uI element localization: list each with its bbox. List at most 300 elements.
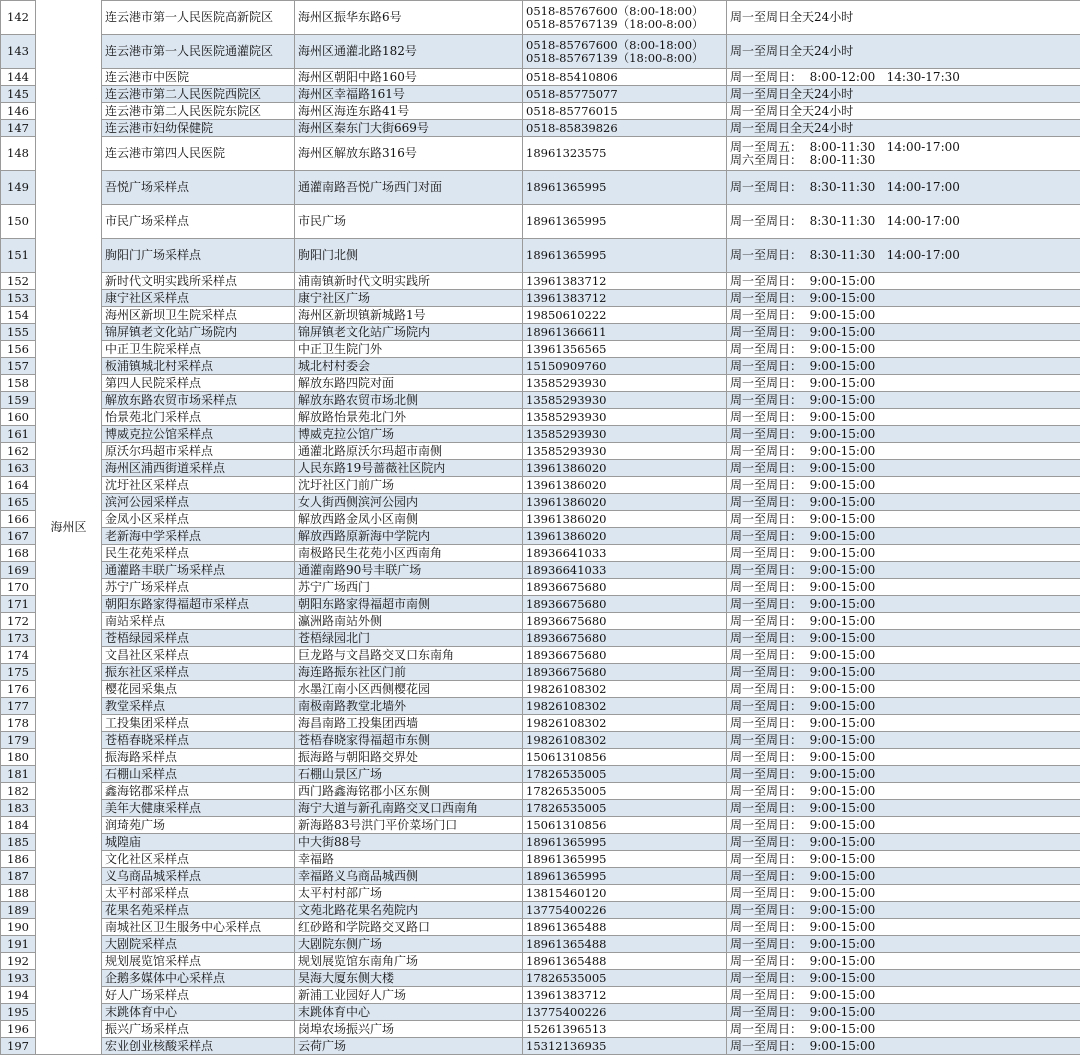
- phone-line: 18936675680: [526, 596, 607, 611]
- table-row: [1, 324, 1080, 341]
- table-row: [1, 613, 1080, 630]
- hours-line: 周一至周日： 9:00-15:00: [730, 579, 876, 594]
- site-hours: [727, 970, 1080, 987]
- phone-line: 17826535005: [526, 783, 607, 798]
- site-phone: [523, 273, 727, 290]
- table-row: [1, 341, 1080, 358]
- site-phone: [523, 375, 727, 392]
- site-address: 人民东路19号蔷薇社区院内: [295, 460, 523, 477]
- site-hours: [727, 630, 1080, 647]
- row-number: 155: [1, 324, 36, 341]
- row-number: 143: [1, 35, 36, 69]
- hours-line: 周一至周日： 9:00-15:00: [730, 562, 876, 577]
- table-row: [1, 86, 1080, 103]
- site-address: 解放路怡景苑北门外: [295, 409, 523, 426]
- phone-line: 18936675680: [526, 630, 607, 645]
- site-phone: [523, 715, 727, 732]
- site-address: 海连路振东社区门前: [295, 664, 523, 681]
- row-number: 185: [1, 834, 36, 851]
- site-hours: [727, 936, 1080, 953]
- phone-line: 18961365488: [526, 953, 607, 968]
- row-number: 156: [1, 341, 36, 358]
- hours-line: 周一至周日： 9:00-15:00: [730, 885, 876, 900]
- phone-line: 0518-85775077: [526, 86, 618, 101]
- site-hours: [727, 800, 1080, 817]
- site-name: 好人广场采样点: [102, 987, 295, 1004]
- hours-line: 周一至周日： 9:00-15:00: [730, 647, 876, 662]
- site-hours: [727, 86, 1080, 103]
- site-address: 新浦工业园好人广场: [295, 987, 523, 1004]
- hours-line: 周一至周日： 9:00-15:00: [730, 443, 876, 458]
- site-name: 锦屏镇老文化站广场院内: [102, 324, 295, 341]
- site-hours: [727, 171, 1080, 205]
- site-address: 南极南路教堂北墙外: [295, 698, 523, 715]
- hours-line: 周一至周日： 9:00-15:00: [730, 613, 876, 628]
- site-phone: [523, 358, 727, 375]
- site-name: 润琦苑广场: [102, 817, 295, 834]
- table-row: [1, 664, 1080, 681]
- site-phone: [523, 613, 727, 630]
- table-row: [1, 290, 1080, 307]
- site-phone: [523, 290, 727, 307]
- site-phone: [523, 800, 727, 817]
- site-name: 通灌路丰联广场采样点: [102, 562, 295, 579]
- table-row: [1, 647, 1080, 664]
- site-phone: [523, 341, 727, 358]
- phone-line: 19826108302: [526, 715, 607, 730]
- table-row: [1, 681, 1080, 698]
- row-number: 182: [1, 783, 36, 800]
- site-address: 岗埠农场振兴广场: [295, 1021, 523, 1038]
- table-row: [1, 987, 1080, 1004]
- phone-line: 17826535005: [526, 800, 607, 815]
- site-phone: [523, 307, 727, 324]
- hours-line: 周一至周日： 9:00-15:00: [730, 953, 876, 968]
- site-address: 锦屏镇老文化站广场院内: [295, 324, 523, 341]
- table-row: [1, 596, 1080, 613]
- site-address: 大剧院东侧广场: [295, 936, 523, 953]
- site-name: 规划展览馆采样点: [102, 953, 295, 970]
- site-hours: [727, 783, 1080, 800]
- hours-line: 周一至周日： 9:00-15:00: [730, 409, 876, 424]
- site-address: 海州区朝阳中路160号: [295, 69, 523, 86]
- site-name: 鑫海铭郡采样点: [102, 783, 295, 800]
- site-phone: [523, 409, 727, 426]
- site-name: 博威克拉公馆采样点: [102, 426, 295, 443]
- phone-line: 13775400226: [526, 902, 607, 917]
- phone-line: 19826108302: [526, 681, 607, 696]
- table-row: [1, 205, 1080, 239]
- table-row: [1, 732, 1080, 749]
- hours-line: 周一至周日： 9:00-15:00: [730, 426, 876, 441]
- hours-line: 周一至周日： 9:00-15:00: [730, 817, 876, 832]
- site-name: 连云港市第一人民医院通灌院区: [102, 35, 295, 69]
- row-number: 192: [1, 953, 36, 970]
- site-address: 昊海大厦东侧大楼: [295, 970, 523, 987]
- table-row: [1, 579, 1080, 596]
- hours-line: 周一至周日： 9:00-15:00: [730, 987, 876, 1002]
- site-hours: [727, 987, 1080, 1004]
- site-name: 市民广场采样点: [102, 205, 295, 239]
- site-address: 城北村村委会: [295, 358, 523, 375]
- site-hours: [727, 817, 1080, 834]
- phone-line: 18961365995: [526, 851, 607, 866]
- phone-line: 18936675680: [526, 647, 607, 662]
- hours-line: 周一至周日： 9:00-15:00: [730, 749, 876, 764]
- table-row: [1, 137, 1080, 171]
- site-address: 振海路与朝阳路交界处: [295, 749, 523, 766]
- phone-line: 18961365488: [526, 919, 607, 934]
- site-name: 老新海中学采样点: [102, 528, 295, 545]
- phone-line: 18936675680: [526, 613, 607, 628]
- hours-line: 周一至周日： 9:00-15:00: [730, 596, 876, 611]
- row-number: 158: [1, 375, 36, 392]
- site-phone: [523, 766, 727, 783]
- phone-line: 18961365488: [526, 936, 607, 951]
- site-name: 义乌商品城采样点: [102, 868, 295, 885]
- site-name: 振兴广场采样点: [102, 1021, 295, 1038]
- row-number: 174: [1, 647, 36, 664]
- site-phone: [523, 324, 727, 341]
- site-address: 幸福路义乌商品城西侧: [295, 868, 523, 885]
- phone-line: 18961365995: [526, 180, 607, 194]
- site-hours: [727, 375, 1080, 392]
- phone-line: 18961365995: [526, 868, 607, 883]
- site-address: 中大街88号: [295, 834, 523, 851]
- hours-line: 周一至周日： 9:00-15:00: [730, 273, 876, 288]
- site-phone: [523, 1004, 727, 1021]
- table-row: [1, 851, 1080, 868]
- hours-line: 周一至周日： 9:00-15:00: [730, 681, 876, 696]
- site-address: 末跳体育中心: [295, 1004, 523, 1021]
- phone-line: 18936641033: [526, 562, 607, 577]
- site-phone: [523, 596, 727, 613]
- table-row: [1, 392, 1080, 409]
- table-row: [1, 69, 1080, 86]
- table-row: [1, 800, 1080, 817]
- phone-line: 18936675680: [526, 664, 607, 679]
- row-number: 146: [1, 103, 36, 120]
- site-hours: [727, 205, 1080, 239]
- hours-line: 周一至周日： 9:00-15:00: [730, 630, 876, 645]
- table-row: [1, 307, 1080, 324]
- site-name: 南城社区卫生服务中心采样点: [102, 919, 295, 936]
- table-row: [1, 817, 1080, 834]
- site-name: 苏宁广场采样点: [102, 579, 295, 596]
- site-phone: [523, 120, 727, 137]
- site-name: 工投集团采样点: [102, 715, 295, 732]
- site-hours: [727, 1004, 1080, 1021]
- row-number: 188: [1, 885, 36, 902]
- site-name: 连云港市第四人民医院: [102, 137, 295, 171]
- site-name: 末跳体育中心: [102, 1004, 295, 1021]
- site-name: 朝阳东路家得福超市采样点: [102, 596, 295, 613]
- site-hours: [727, 851, 1080, 868]
- table-row: [1, 1, 1080, 35]
- site-address: 苍梧绿园北门: [295, 630, 523, 647]
- row-number: 179: [1, 732, 36, 749]
- site-phone: [523, 426, 727, 443]
- phone-line: 0518-85776015: [526, 103, 618, 118]
- site-phone: [523, 902, 727, 919]
- site-address: 苍梧春晓家得福超市东侧: [295, 732, 523, 749]
- table-body: [1, 1, 1080, 1055]
- phone-line: 0518-85410806: [526, 69, 618, 84]
- site-address: 朝阳东路家得福超市南侧: [295, 596, 523, 613]
- row-number: 178: [1, 715, 36, 732]
- site-name: 振海路采样点: [102, 749, 295, 766]
- site-address: 解放东路农贸市场北侧: [295, 392, 523, 409]
- phone-line: 19826108302: [526, 698, 607, 713]
- phone-line: 15261396513: [526, 1021, 607, 1036]
- table-row: [1, 1004, 1080, 1021]
- site-address: 浦南镇新时代文明实践所: [295, 273, 523, 290]
- site-name: 连云港市第二人民医院西院区: [102, 86, 295, 103]
- row-number: 168: [1, 545, 36, 562]
- row-number: 171: [1, 596, 36, 613]
- row-number: 150: [1, 205, 36, 239]
- site-name: 怡景苑北门采样点: [102, 409, 295, 426]
- site-name: 连云港市妇幼保健院: [102, 120, 295, 137]
- phone-line: 0518-85767139（18:00-8:00）: [526, 16, 704, 31]
- site-hours: [727, 749, 1080, 766]
- table-row: [1, 511, 1080, 528]
- hours-line: 周一至周日： 9:00-15:00: [730, 851, 876, 866]
- row-number: 162: [1, 443, 36, 460]
- site-hours: [727, 681, 1080, 698]
- site-address: 解放西路金凤小区南侧: [295, 511, 523, 528]
- row-number: 196: [1, 1021, 36, 1038]
- hours-line: 周一至周日： 9:00-15:00: [730, 919, 876, 934]
- site-name: 板浦镇城北村采样点: [102, 358, 295, 375]
- table-row: [1, 273, 1080, 290]
- phone-line: 15061310856: [526, 817, 607, 832]
- phone-line: 19826108302: [526, 732, 607, 747]
- phone-line: 18936641033: [526, 545, 607, 560]
- site-name: 宏业创业核酸采样点: [102, 1038, 295, 1055]
- row-number: 183: [1, 800, 36, 817]
- site-address: 通灌北路原沃尔玛超市南侧: [295, 443, 523, 460]
- site-hours: [727, 1038, 1080, 1055]
- site-address: 解放东路四院对面: [295, 375, 523, 392]
- site-address: 康宁社区广场: [295, 290, 523, 307]
- site-hours: [727, 596, 1080, 613]
- row-number: 173: [1, 630, 36, 647]
- phone-line: 19850610222: [526, 307, 607, 322]
- table-row: [1, 460, 1080, 477]
- table-row: [1, 443, 1080, 460]
- hours-line: 周一至周日： 9:00-15:00: [730, 307, 876, 322]
- site-phone: [523, 443, 727, 460]
- site-phone: [523, 545, 727, 562]
- site-name: 连云港市第一人民医院高新院区: [102, 1, 295, 35]
- table-row: [1, 783, 1080, 800]
- phone-line: 18961365995: [526, 214, 607, 228]
- site-address: 红砂路和学院路交叉路口: [295, 919, 523, 936]
- hours-line: 周一至周日： 9:00-15:00: [730, 800, 876, 815]
- phone-line: 13585293930: [526, 426, 607, 441]
- table-row: [1, 358, 1080, 375]
- site-phone: [523, 494, 727, 511]
- hours-line: 周一至周日： 9:00-15:00: [730, 1038, 876, 1053]
- site-hours: [727, 953, 1080, 970]
- hours-line: 周一至周日： 9:00-15:00: [730, 715, 876, 730]
- site-hours: [727, 545, 1080, 562]
- site-address: 女人街西侧滨河公园内: [295, 494, 523, 511]
- phone-line: 13961386020: [526, 460, 607, 475]
- table-row: [1, 834, 1080, 851]
- hours-line: 周一至周日： 8:00-12:00 14:30-17:30: [730, 69, 960, 84]
- site-hours: [727, 120, 1080, 137]
- hours-line: 周一至周日： 9:00-15:00: [730, 1004, 876, 1019]
- table-row: [1, 715, 1080, 732]
- site-phone: [523, 69, 727, 86]
- row-number: 149: [1, 171, 36, 205]
- site-phone: [523, 477, 727, 494]
- table-row: [1, 375, 1080, 392]
- phone-line: 13961383712: [526, 290, 607, 305]
- site-phone: [523, 171, 727, 205]
- site-hours: [727, 698, 1080, 715]
- site-hours: [727, 732, 1080, 749]
- site-address: 博威克拉公馆广场: [295, 426, 523, 443]
- phone-line: 13961383712: [526, 987, 607, 1002]
- site-hours: [727, 715, 1080, 732]
- site-hours: [727, 341, 1080, 358]
- site-name: 康宁社区采样点: [102, 290, 295, 307]
- row-number: 159: [1, 392, 36, 409]
- table-row: [1, 494, 1080, 511]
- row-number: 186: [1, 851, 36, 868]
- hours-line: 周一至周日： 9:00-15:00: [730, 698, 876, 713]
- table-row: [1, 120, 1080, 137]
- table-row: [1, 919, 1080, 936]
- hours-line: 周一至周日： 9:00-15:00: [730, 902, 876, 917]
- site-address: 新海路83号洪门平价菜场门口: [295, 817, 523, 834]
- row-number: 170: [1, 579, 36, 596]
- site-phone: [523, 953, 727, 970]
- phone-line: 18936675680: [526, 579, 607, 594]
- row-number: 177: [1, 698, 36, 715]
- site-hours: [727, 307, 1080, 324]
- site-name: 中正卫生院采样点: [102, 341, 295, 358]
- site-address: 海昌南路工投集团西墙: [295, 715, 523, 732]
- hours-line: 周一至周日： 9:00-15:00: [730, 1021, 876, 1036]
- table-row: [1, 970, 1080, 987]
- phone-line: 15150909760: [526, 358, 607, 373]
- site-name: 文昌社区采样点: [102, 647, 295, 664]
- site-hours: [727, 647, 1080, 664]
- site-hours: [727, 613, 1080, 630]
- site-address: 规划展览馆东南角广场: [295, 953, 523, 970]
- hours-line: 周一至周日： 9:00-15:00: [730, 766, 876, 781]
- table-row: [1, 902, 1080, 919]
- row-number: 145: [1, 86, 36, 103]
- table-row: [1, 698, 1080, 715]
- site-address: 海宁大道与新孔南路交叉口西南角: [295, 800, 523, 817]
- phone-line: 13585293930: [526, 392, 607, 407]
- hours-line: 周一至周日： 8:30-11:30 14:00-17:00: [730, 248, 960, 262]
- table-row: [1, 1038, 1080, 1055]
- table-row: [1, 766, 1080, 783]
- hours-line: 周一至周日： 8:30-11:30 14:00-17:00: [730, 214, 960, 228]
- site-hours: [727, 494, 1080, 511]
- table-row: [1, 868, 1080, 885]
- phone-line: 0518-85767600（8:00-18:00）: [526, 37, 704, 52]
- site-phone: [523, 103, 727, 120]
- row-number: 180: [1, 749, 36, 766]
- hours-line: 周一至周日： 9:00-15:00: [730, 834, 876, 849]
- row-number: 151: [1, 239, 36, 273]
- phone-line: 15312136935: [526, 1038, 607, 1053]
- site-hours: [727, 392, 1080, 409]
- site-phone: [523, 851, 727, 868]
- row-number: 191: [1, 936, 36, 953]
- phone-line: 13961386020: [526, 477, 607, 492]
- site-address: 南极路民生花苑小区西南角: [295, 545, 523, 562]
- row-number: 164: [1, 477, 36, 494]
- hours-line: 周一至周日： 9:00-15:00: [730, 511, 876, 526]
- table-row: [1, 528, 1080, 545]
- table-row: [1, 936, 1080, 953]
- site-hours: [727, 885, 1080, 902]
- site-name: 苍梧春晓采样点: [102, 732, 295, 749]
- row-number: 142: [1, 1, 36, 35]
- site-hours: [727, 1021, 1080, 1038]
- table-row: [1, 171, 1080, 205]
- site-hours: [727, 834, 1080, 851]
- table-row: [1, 103, 1080, 120]
- hours-line: 周一至周日： 9:00-15:00: [730, 358, 876, 373]
- hours-line: 周一至周日： 9:00-15:00: [730, 341, 876, 356]
- table-row: [1, 630, 1080, 647]
- site-phone: [523, 664, 727, 681]
- phone-line: 18961323575: [526, 146, 607, 160]
- site-address: 沈圩社区门前广场: [295, 477, 523, 494]
- table-row: [1, 749, 1080, 766]
- row-number: 148: [1, 137, 36, 171]
- site-phone: [523, 783, 727, 800]
- site-address: 朐阳门北侧: [295, 239, 523, 273]
- row-number: 197: [1, 1038, 36, 1055]
- phone-line: 13585293930: [526, 443, 607, 458]
- site-address: 石棚山景区广场: [295, 766, 523, 783]
- site-name: 海州区浦西街道采样点: [102, 460, 295, 477]
- row-number: 194: [1, 987, 36, 1004]
- phone-line: 13961356565: [526, 341, 607, 356]
- site-hours: [727, 579, 1080, 596]
- row-number: 189: [1, 902, 36, 919]
- hours-line: 周一至周日全天24小时: [730, 120, 854, 135]
- site-name: 连云港市中医院: [102, 69, 295, 86]
- hours-line: 周一至周日： 9:00-15:00: [730, 936, 876, 951]
- hours-line: 周一至周日： 8:30-11:30 14:00-17:00: [730, 180, 960, 194]
- site-address: 中正卫生院门外: [295, 341, 523, 358]
- site-phone: [523, 630, 727, 647]
- table-row: [1, 885, 1080, 902]
- site-name: 连云港市第二人民医院东院区: [102, 103, 295, 120]
- phone-line: 18961366611: [526, 324, 607, 339]
- row-number: 166: [1, 511, 36, 528]
- site-phone: [523, 817, 727, 834]
- table-row: [1, 953, 1080, 970]
- site-address: 西门路鑫海铭郡小区东侧: [295, 783, 523, 800]
- site-hours: [727, 409, 1080, 426]
- row-number: 165: [1, 494, 36, 511]
- site-phone: [523, 528, 727, 545]
- row-number: 181: [1, 766, 36, 783]
- site-address: 海州区解放东路316号: [295, 137, 523, 171]
